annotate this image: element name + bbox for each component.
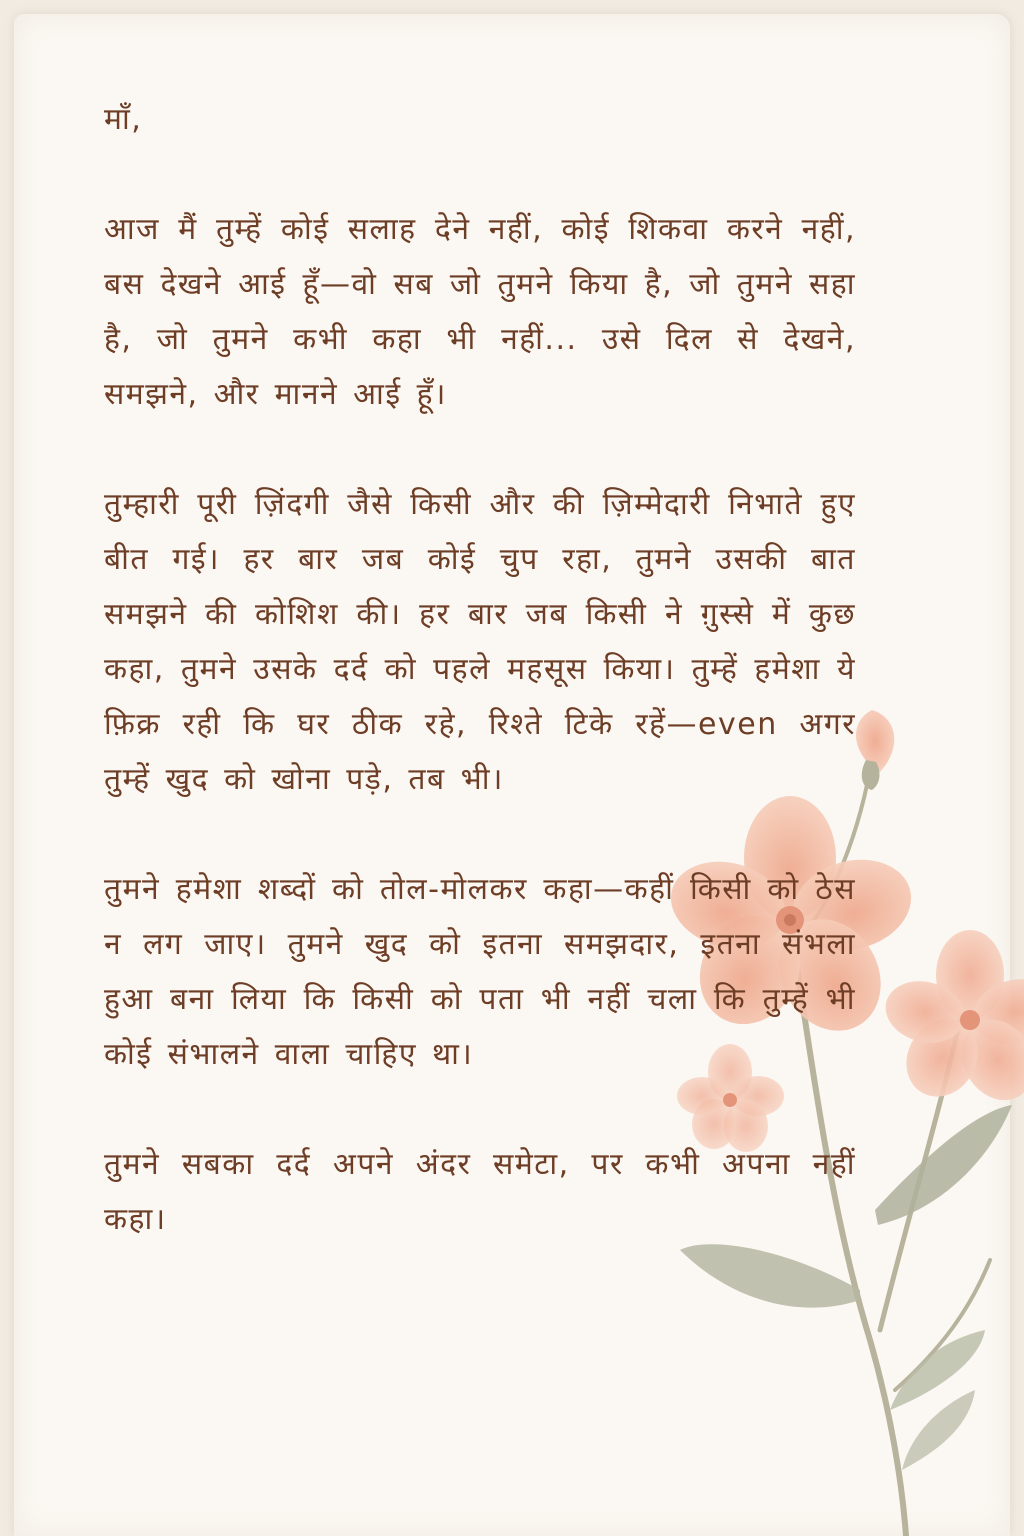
letter-paragraph-3: तुमने हमेशा शब्दों को तोल-मोलकर कहा—कहीं किसी को ठेस न लग जाए। तुमने खुद को इतना समझदार, इतना संभला हुआ बना लिया कि किसी को पता भी नहीं चला कि तुम्हें भी कोई संभालने वाला चाहिए था। [104,872,856,1072]
letter-greeting: माँ, [104,102,143,137]
letter-body [104,92,856,1247]
letter-paragraph-4: तुमने सबका दर्द अपने अंदर समेटा, पर कभी अपना नहीं कहा। [104,1147,856,1237]
letter-paragraph-2: तुम्हारी पूरी ज़िंदगी जैसे किसी और की ज़िम्मेदारी निभाते हुए बीत गई। हर बार जब कोई चुप रहा, तुमने उसकी बात समझने की कोशिश की। हर बार जब किसी ने ग़ुस्से में कुछ कहा, तुमने उसके दर्द को पहले महसूस किया। तुम्हें हमेशा ये फ़िक्र रही कि घर ठीक रहे, रिश्ते टिके रहें—even अगर तुम्हें खुद को खोना पड़े, तब भी। [104,487,856,797]
letter-paragraph-1: आज मैं तुम्हें कोई सलाह देने नहीं, कोई शिकवा करने नहीं, बस देखने आई हूँ—वो सब जो तुमने किया है, जो तुमने सहा है, जो तुमने कभी कहा भी नहीं... उसे दिल से देखने, समझने, और मानने आई हूँ। [104,212,856,412]
